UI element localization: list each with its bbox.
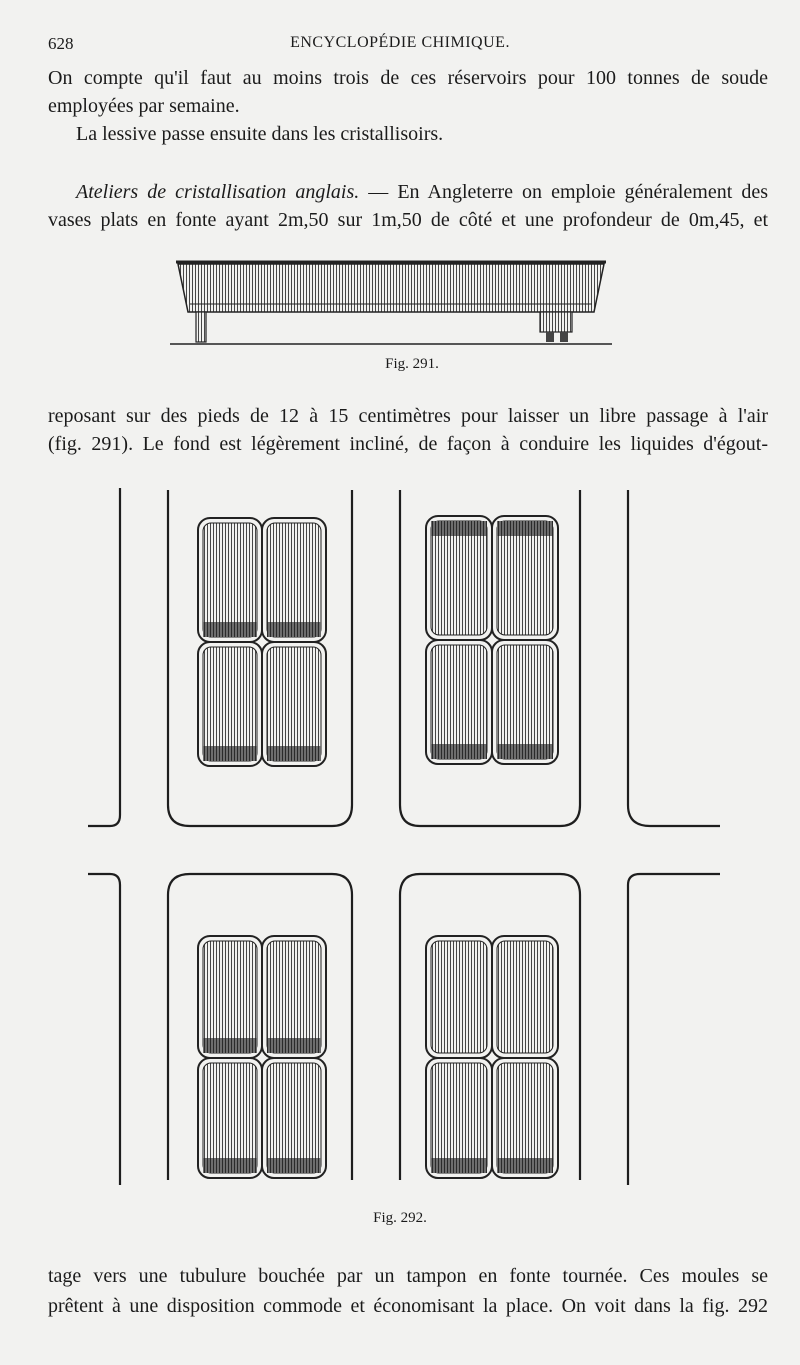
paragraph-1-line-2: employées par semaine. <box>48 95 240 117</box>
paragraph-4-line-2: (fig. 291). Le fond est légèrement incliné, de façon à conduire les liquides d'égout- <box>48 433 768 455</box>
paragraph-2: La lessive passe ensuite dans les cristallisoirs. <box>76 123 444 145</box>
pan-group-top-left <box>198 518 326 766</box>
section-heading: Ateliers de cristallisation anglais. <box>76 181 360 203</box>
aisle-lines <box>88 488 720 1185</box>
paragraph-1-line-1: On compte qu'il faut au moins trois de ces réservoirs pour 100 tonnes de soude <box>48 67 768 89</box>
paragraph-5-line-2: prêtent à une disposition commode et économisant la place. On voit dans la fig. 292 <box>48 1295 768 1317</box>
paragraph-4-line-1: reposant sur des pieds de 12 à 15 centimètres pour laisser un libre passage à l'air <box>48 405 768 427</box>
figure-292-caption: Fig. 292. <box>373 1210 427 1226</box>
pan-group-top-right <box>426 516 558 764</box>
pan-group-bottom-left <box>198 936 326 1178</box>
paragraph-3-line-1-text: — En Angleterre on emploie généralement des <box>359 181 768 203</box>
paragraph-5-line-1: tage vers une tubulure bouchée par un tampon en fonte tournée. Ces moules se <box>48 1265 768 1287</box>
pan-group-bottom-right <box>426 936 558 1178</box>
figure-291-caption: Fig. 291. <box>385 356 439 372</box>
page-number: 628 <box>48 34 74 53</box>
paragraph-3-line-2: vases plats en fonte ayant 2m,50 sur 1m,50 de côté et une profondeur de 0m,45, et <box>48 209 768 231</box>
running-title: ENCYCLOPÉDIE CHIMIQUE. <box>290 34 510 51</box>
